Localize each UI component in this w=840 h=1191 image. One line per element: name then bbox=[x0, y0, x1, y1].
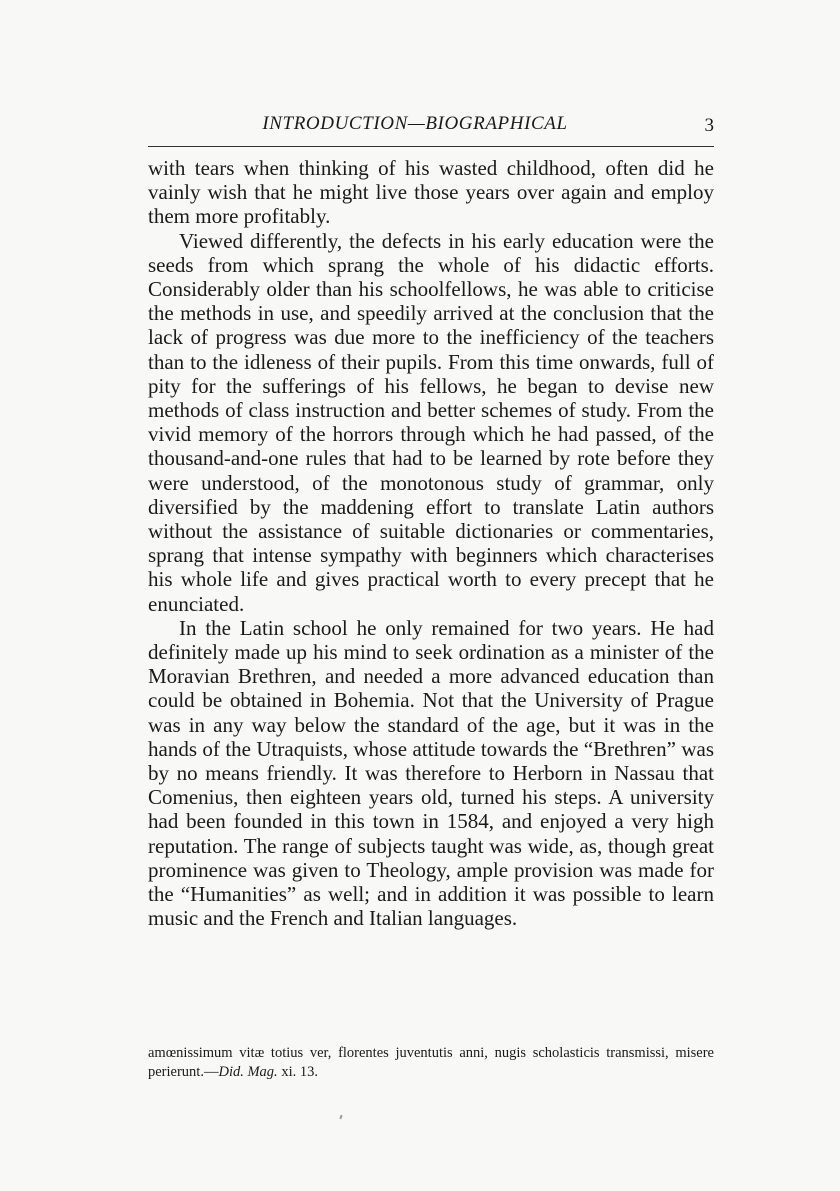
paragraph: with tears when thinking of his wasted childhood, often did he vainly wish that he might live those years over again and employ them more profitably. bbox=[148, 156, 714, 229]
footnote-text: amœnissimum vitæ totius ver, florentes juventutis anni, nugis scholasticis transmissi, misere perierunt.— bbox=[148, 1045, 714, 1080]
body-text bbox=[148, 156, 714, 931]
footnote-ref: xi. 13. bbox=[277, 1064, 318, 1080]
footnote-source: Did. Mag. bbox=[218, 1064, 278, 1080]
page-number: 3 bbox=[704, 115, 714, 136]
paragraph: Viewed differently, the defects in his early education were the seeds from which sprang the whole of his didactic efforts. Considerably older than his schoolfellows, he was able to criticise the methods in use, and speedily arrived at the conclusion that the lack of progress was due more to the inefficiency of the teachers than to the idleness of their pupils. From this time onwards, full of pity for the sufferings of his fellows, he began to devise new methods of class instruction and better schemes of study. From the vivid memory of the horrors through which he had passed, of the thousand-and-one rules that had to be learned by rote before they were understood, of the monotonous study of grammar, only diversified by the maddening effort to translate Latin authors without the assistance of suitable dictionaries or commentaries, sprang that intense sympathy with beginners which characterises his whole life and gives practical worth to every precept that he enunciated. bbox=[148, 228, 714, 616]
stray-mark bbox=[339, 1115, 342, 1119]
page-header bbox=[148, 113, 714, 143]
header-rule bbox=[148, 146, 714, 147]
paragraph: In the Latin school he only remained for two years. He had definitely made up his mind to seek ordination as a minister of the Moravian Brethren, and needed a more advanced education than could be obtained in Bohemia. Not that the University of Prague was in any way below the standard of the age, but it was in the hands of the Utraquists, whose attitude towards the “Brethren” was by no means friendly. It was therefore to Herborn in Nassau that Comenius, then eighteen years old, turned his steps. A university had been founded in this town in 1584, and enjoyed a very high reputation. The range of subjects taught was wide, as, though great prominence was given to Theology, ample provision was made for the “Humanities” as well; and in addition it was possible to learn music and the French and Italian languages. bbox=[148, 615, 714, 931]
footnote bbox=[148, 1044, 714, 1082]
running-title: INTRODUCTION—BIOGRAPHICAL bbox=[262, 113, 568, 134]
